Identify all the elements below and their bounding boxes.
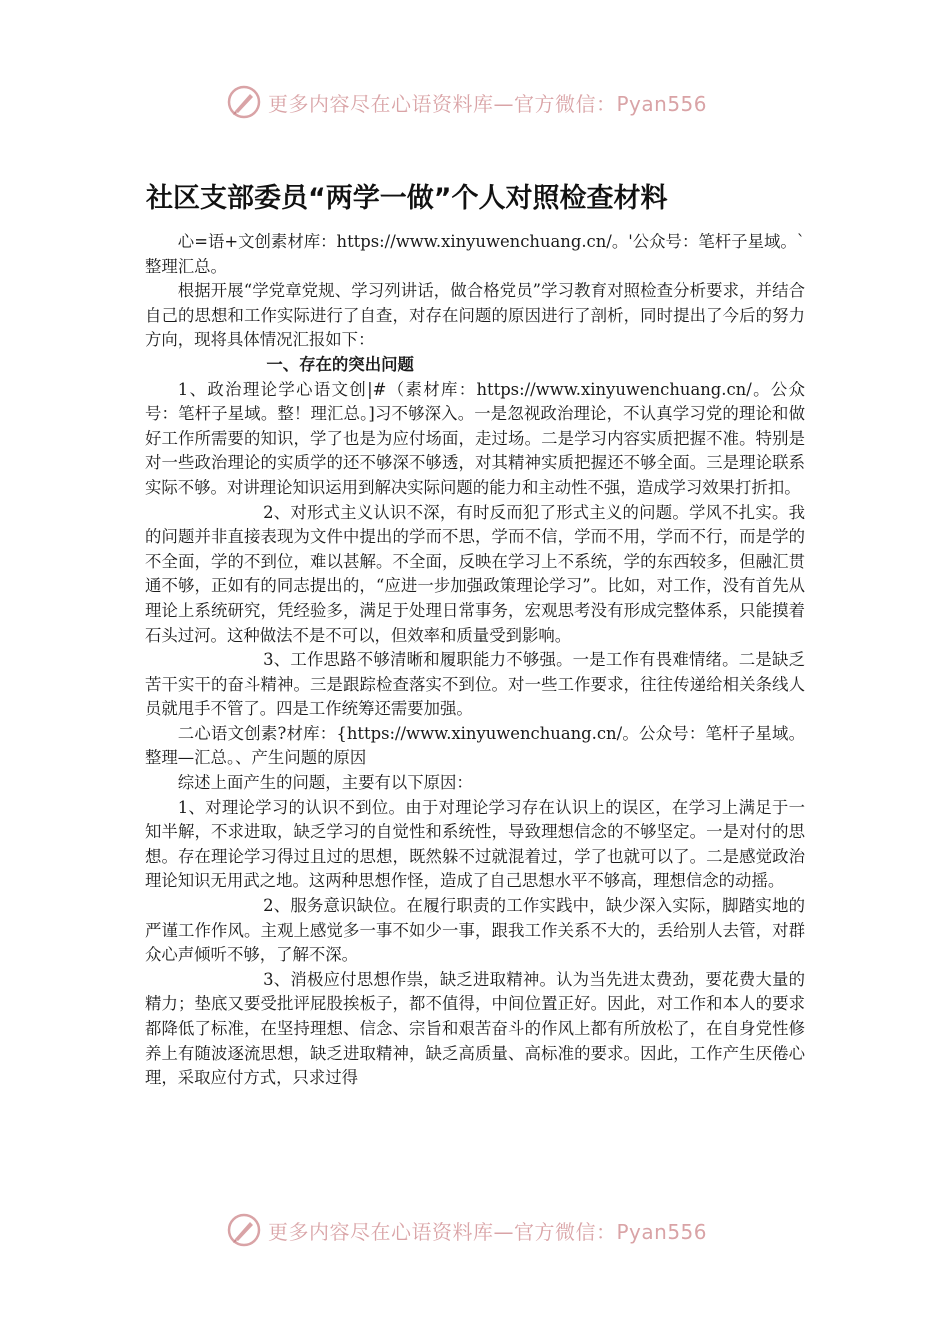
section-heading-causes: 二心语文创素?材库：{https://www.xinyuwenchuang.cn/。公众号：笔杆子星域。整理—汇总。、产生问题的原因 (145, 723, 805, 768)
document-title: 社区支部委员“两学一做”个人对照检查材料 (146, 183, 668, 214)
pen-logo-icon (226, 1212, 262, 1248)
paragraph-source-note: 心=语+文创素材库：https://www.xinyuwenchuang.cn/。'公众号：笔杆子星域。`整理汇总。 (145, 232, 805, 276)
pen-logo-icon (226, 84, 262, 120)
paragraph-intro: 根据开展“学党章党规、学习列讲话，做合格党员”学习教育对照检查分析要求，并结合自己的思想和工作实际进行了自查，对存在问题的原因进行了剖析，同时提出了今后的努力方向，现将具体情况汇报如下： (145, 281, 805, 350)
paragraph-problem-1: 1、政治理论学心语文创|#（素材库：https://www.xinyuwenchuang.cn/。公众号：笔杆子星域。整！理汇总。]习不够深入。一是忽视政治理论，不认真学习党的理论和做好工作所需要的知识，学了也是为应付场面，走过场。二是学习内容实质把握不准。特别是对一些政治理论的实质学的还不够深不够透，对其精神实质把握还不够全面。三是理论联系实际不够。对讲理论知识运用到解决实际问题的能力和主动性不强，造成学习效果打折扣。 (145, 379, 805, 497)
paragraph-cause-1: 1、对理论学习的认识不到位。由于对理论学习存在认识上的误区，在学习上满足于一知半解，不求进取，缺乏学习的自觉性和系统性，导致理想信念的不够坚定。一是对付的思想。存在理论学习得过且过的思想，既然躲不过就混着过，学了也就可以了。二是感觉政治理论知识无用武之地。这两种思想作怪，造成了自己思想水平不够高，理想信念的动摇。 (145, 797, 805, 891)
paragraph-causes-summary: 综述上面产生的问题，主要有以下原因： (177, 773, 473, 793)
watermark-banner-bottom (226, 1210, 726, 1250)
section-heading-problems: 一、存在的突出问题 (266, 354, 414, 374)
paragraph-problem-3: 3、工作思路不够清晰和履职能力不够强。一是工作有畏难情绪。二是缺乏苦干实干的奋斗精神。三是跟踪检查落实不到位。对一些工作要求，往往传递给相关条线人员就甩手不管了。四是工作统筹还需要加强。 (145, 650, 805, 719)
watermark-text: 更多内容尽在心语资料库—官方微信：Pyan556 (268, 1219, 708, 1244)
watermark-banner-top (226, 82, 726, 122)
paragraph-problem-2: 2、对形式主义认识不深，有时反而犯了形式主义的问题。学风不扎实。我的问题并非直接表现为文件中提出的学而不思，学而不信，学而不用，学而不行，而是学的不全面，学的不到位，难以甚解。不全面，反映在学习上不系统，学的东西较多，但融汇贯通不够，正如有的同志提出的，“应进一步加强政策理论学习”。比如，对工作，没有首先从理论上系统研究，凭经验多，满足于处理日常事务，宏观思考没有形成完整体系，只能摸着石头过河。这种做法不是不可以，但效率和质量受到影响。 (145, 502, 805, 645)
paragraph-cause-3: 3、消极应付思想作祟，缺乏进取精神。认为当先进太费劲，要花费大量的精力；垫底又要受批评屁股挨板子，都不值得，中间位置正好。因此，对工作和本人的要求都降低了标准，在坚持理想、信念、宗旨和艰苦奋斗的作风上都有所放松了，在自身党性修养上有随波逐流思想，缺乏进取精神，缺乏高质量、高标准的要求。因此，工作产生厌倦心理，采取应付方式，只求过得 (145, 969, 805, 1088)
paragraph-cause-2: 2、服务意识缺位。在履行职责的工作实践中，缺少深入实际，脚踏实地的严谨工作作风。主观上感觉多一事不如少一事，跟我工作关系不大的，丢给别人去管，对群众心声倾听不够，了解不深。 (145, 896, 805, 965)
document-body (145, 230, 805, 1091)
watermark-text: 更多内容尽在心语资料库—官方微信：Pyan556 (268, 91, 708, 116)
